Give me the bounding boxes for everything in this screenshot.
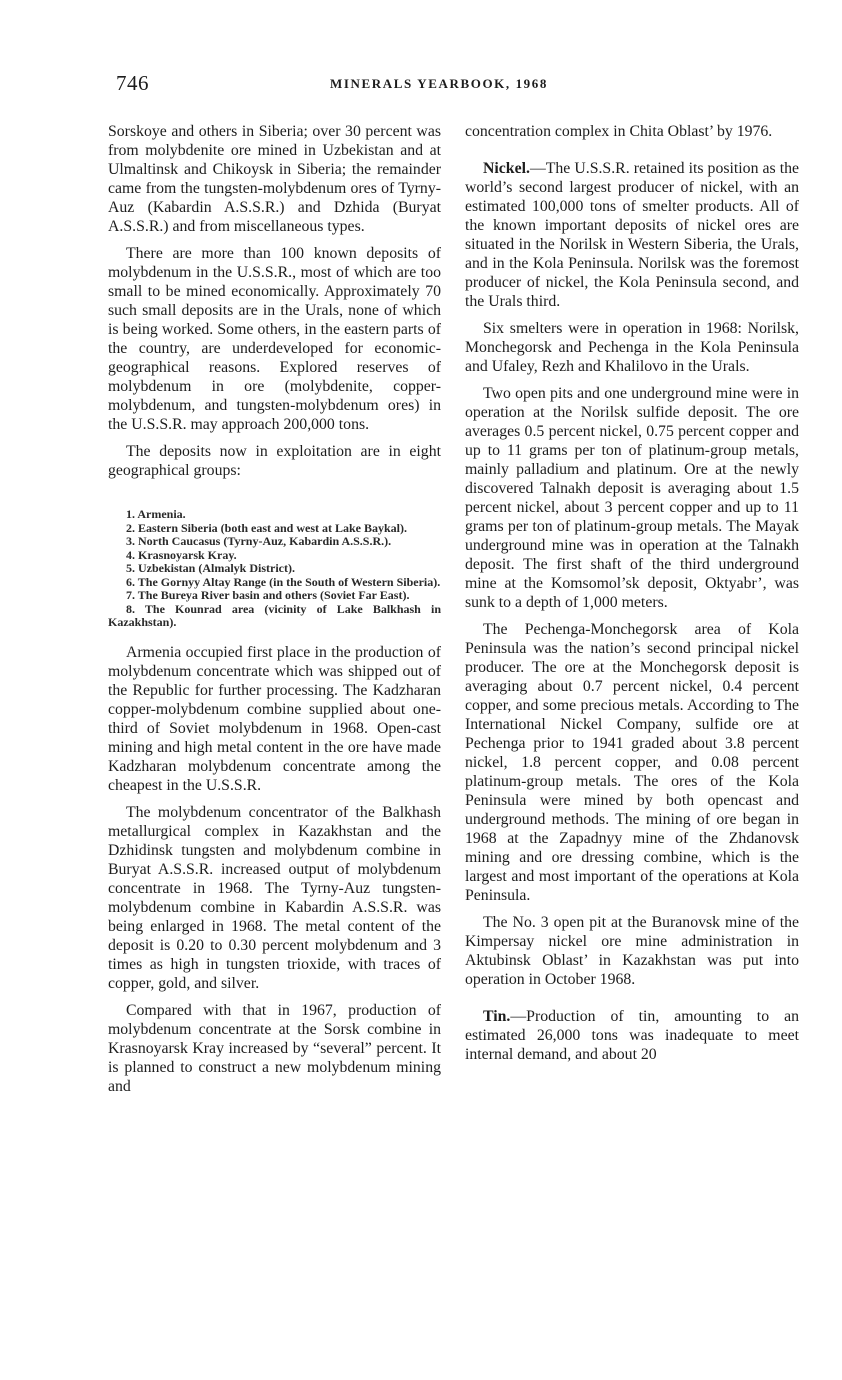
- list-item: 1. Armenia.: [126, 507, 186, 521]
- right-column: [465, 122, 799, 1072]
- deposit-groups-list: [108, 508, 441, 629]
- left-column: [108, 122, 441, 1104]
- paragraph: Armenia occupied first place in the production of molybdenum concentrate which was shipped out of the Republic for further processing. The Kadzharan copper-molybdenum combine supplied about one-third of Soviet molybdenum in 1968. Open-cast mining and high metal content in the ore have made Kadzharan molybdenum concentrate among the cheapest in the U.S.S.R.: [108, 643, 441, 794]
- list-item: 4. Krasnoyarsk Kray.: [126, 547, 237, 562]
- section-heading-nickel: Nickel.: [483, 160, 530, 177]
- tin-paragraph: [465, 1007, 799, 1064]
- paragraph: Two open pits and one underground mine were in operation at the Norilsk sulfide deposit. The ore averages 0.5 percent nickel, 0.75 percent copper and up to 11 grams per ton of platinum-group metals, mainly palladium and platinum. Ore at the newly discovered Talnakh deposit is averaging about 1.5 percent nickel, about 3 percent copper and up to 11 grams per ton of platinum-group metals. The Mayak underground mine was in operation at the Talnakh deposit. The first shaft of the third underground mine at the Komsomol’sk deposit, Oktyabr’, was sunk to a depth of 1,000 meters.: [465, 385, 799, 611]
- paragraph: concentration complex in Chita Oblast’ by 1976.: [465, 123, 773, 140]
- paragraph: There are more than 100 known deposits of molybdenum in the U.S.S.R., most of which are too small to be mined economically. Approximately 70 such small deposits are in the Urals, none of which is being worked. Some others, in the eastern parts of the country, are underdeveloped for economic-geographical reasons. Explored reserves of molybdenum in ore (molybdenite, copper-molybdenum, and tungsten-molybdenum ores) in the U.S.S.R. may approach 200,000 tons.: [108, 245, 441, 433]
- list-item: 7. The Bureya River basin and others (Soviet Far East).: [126, 588, 410, 602]
- paragraph: The Pechenga-Monchegorsk area of Kola Peninsula was the nation’s second principal nickel producer. The ore at the Monchegorsk deposit is averaging about 0.7 percent nickel, 0.4 percent copper, and some precious metals. According to The International Nickel Company, sulfide ore at Pechenga prior to 1941 graded about 3.8 percent nickel, 1.8 percent copper, and 0.08 percent platinum-group metals. The ores of the Kola Peninsula were mined by both opencast and underground methods. The mining of ore began in 1968 at the Zapadnyy mine of the Zhdanovsk mining and ore dressing combine, which is the largest and most important of the operations at Kola Peninsula.: [465, 621, 799, 904]
- paragraph: Sorskoye and others in Siberia; over 30 percent was from molybdenite ore mined in Uzbekistan and at Ulmaltinsk and Chikoysk in Siberia; the remainder came from the tungsten-molybdenum ores of Tyrny-Auz (Kabardin A.S.S.R.) and Dzhida (Buryat A.S.S.R.) and from miscellaneous types.: [108, 123, 441, 235]
- list-item: 6. The Gornyy Altay Range (in the South of Western Siberia).: [126, 574, 441, 589]
- list-item: 8. The Kounrad area (vicinity of Lake Balkhash in Kazakhstan).: [108, 601, 441, 629]
- page-number: 746: [116, 71, 149, 95]
- paragraph: The deposits now in exploitation are in eight geographical groups:: [108, 443, 441, 479]
- nickel-paragraph: [465, 159, 799, 311]
- paragraph-text: —The U.S.S.R. retained its position as the world’s second largest producer of nickel, with an estimated 100,000 tons of smelter products. All of the known important deposits of nickel ores are situated in the Norilsk in Western Siberia, the Urals, and in the Kola Peninsula. Norilsk was the foremost producer of nickel, the Kola Peninsula second, and the Urals third.: [465, 160, 799, 310]
- paragraph: The molybdenum concentrator of the Balkhash metallurgical complex in Kazakhstan and the Dzhidinsk tungsten and molybdenum combine in Buryat A.S.S.R. increased output of molybdenum concentrate in 1968. The Tyrny-Auz tungsten-molybdenum combine in Kabardin A.S.S.R. was being enlarged in 1968. The metal content of the deposit is 0.20 to 0.30 percent molybdenum and 3 times as high in tungsten trioxide, with traces of copper, gold, and silver.: [108, 803, 441, 992]
- paragraph-text: —Production of tin, amounting to an estimated 26,000 tons was inadequate to meet internal demand, and about 20: [465, 1008, 799, 1063]
- paragraph: The No. 3 open pit at the Buranovsk mine of the Kimpersay nickel ore mine administration in Aktubinsk Oblast’ in Kazakhstan was put into operation in October 1968.: [465, 914, 799, 988]
- section-heading-tin: Tin.: [483, 1008, 511, 1025]
- list-item: 2. Eastern Siberia (both east and west at Lake Baykal).: [126, 520, 408, 535]
- running-title: MINERALS YEARBOOK, 1968: [330, 76, 548, 91]
- paragraph: Six smelters were in operation in 1968: Norilsk, Monchegorsk and Pechenga in the Kola Peninsula and Ufaley, Rezh and Khalilovo in the Urals.: [465, 320, 799, 375]
- list-item: 3. North Caucasus (Tyrny-Auz, Kabardin A.S.S.R.).: [126, 534, 392, 548]
- paragraph: Compared with that in 1967, production of molybdenum concentrate at the Sorsk combine in Krasnoyarsk Kray increased by “several” percent. It is planned to construct a new molybdenum mining and: [108, 1001, 441, 1095]
- page-header: [0, 0, 842, 110]
- list-item: 5. Uzbekistan (Almalyk District).: [126, 561, 295, 575]
